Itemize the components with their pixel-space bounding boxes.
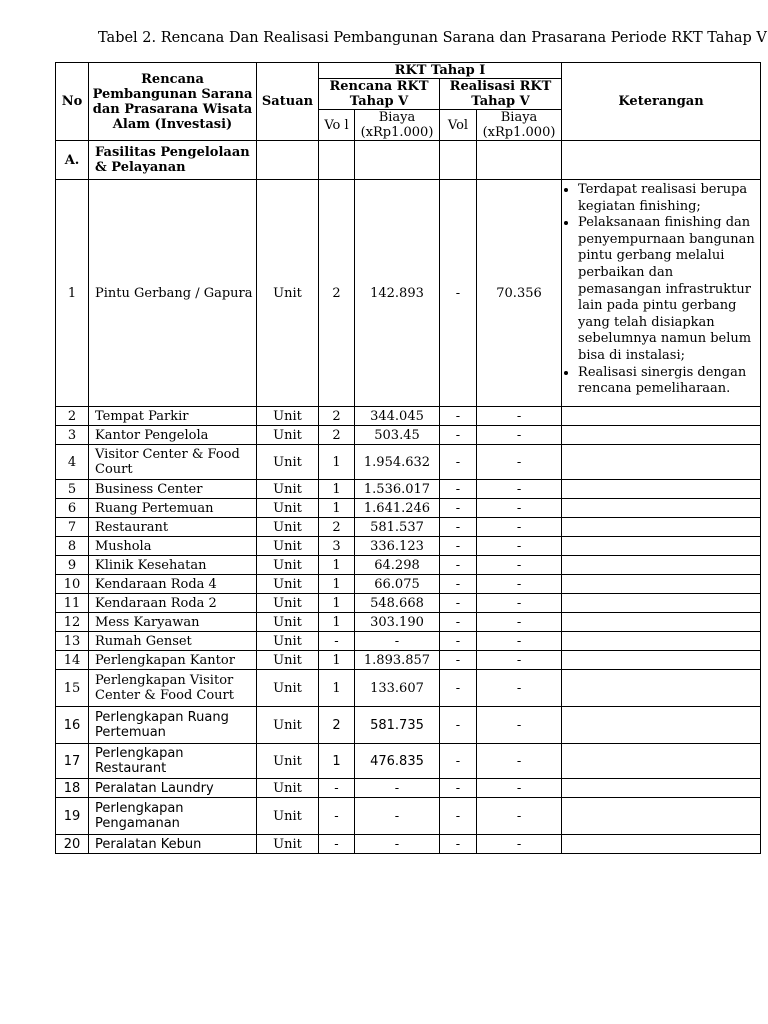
row-name: Perlengkapan Pengamanan: [89, 798, 257, 835]
row-vol: 1: [319, 594, 355, 613]
table-row: [56, 445, 761, 480]
row-name: Kendaraan Roda 4: [89, 575, 257, 594]
row-biaya-realisasi: -: [477, 835, 562, 854]
row-satuan: Unit: [257, 670, 319, 707]
row-vol: 2: [319, 407, 355, 426]
row-vol: 1: [319, 480, 355, 499]
row-name: Business Center: [89, 480, 257, 499]
row-vol-realisasi: -: [440, 707, 477, 744]
row-vol-realisasi: -: [440, 651, 477, 670]
row-biaya: 1.954.632: [355, 445, 440, 480]
row-no: 14: [56, 651, 89, 670]
row-satuan: Unit: [257, 556, 319, 575]
row-no: 2: [56, 407, 89, 426]
row-satuan: Unit: [257, 537, 319, 556]
row-biaya-realisasi: -: [477, 480, 562, 499]
row-name: Mess Karyawan: [89, 613, 257, 632]
row-vol: 1: [319, 651, 355, 670]
row-vol-realisasi: -: [440, 426, 477, 445]
row-biaya: 581.537: [355, 518, 440, 537]
row-name: Visitor Center & Food Court: [89, 445, 257, 480]
table-row: [56, 499, 761, 518]
row-vol-realisasi: -: [440, 556, 477, 575]
row-vol-realisasi: -: [440, 445, 477, 480]
row-satuan: Unit: [257, 651, 319, 670]
row-vol: 1: [319, 670, 355, 707]
row-vol: -: [319, 779, 355, 798]
row-satuan: Unit: [257, 798, 319, 835]
header-rkt-tahap: RKT Tahap I: [319, 63, 562, 79]
row-satuan: Unit: [257, 779, 319, 798]
row-biaya: -: [355, 835, 440, 854]
row-vol: 2: [319, 426, 355, 445]
row-satuan: Unit: [257, 499, 319, 518]
table-row: [56, 835, 761, 854]
header-no: No: [56, 63, 89, 141]
row-satuan: Unit: [257, 613, 319, 632]
row-biaya: 581.735: [355, 707, 440, 744]
row-biaya-realisasi: -: [477, 594, 562, 613]
row-biaya-realisasi: -: [477, 798, 562, 835]
row-name: Klinik Kesehatan: [89, 556, 257, 575]
row-no: 10: [56, 575, 89, 594]
table-caption: Tabel 2. Rencana Dan Realisasi Pembangunan Sarana dan Prasarana Periode RKT Tahap V: [98, 30, 767, 46]
row-biaya: 1.536.017: [355, 480, 440, 499]
row-keterangan: [562, 744, 761, 779]
table-row: [56, 180, 761, 407]
row-vol: 1: [319, 499, 355, 518]
table-row: [56, 651, 761, 670]
row-keterangan: [562, 407, 761, 426]
row-satuan: Unit: [257, 835, 319, 854]
row-biaya: 66.075: [355, 575, 440, 594]
row-keterangan: [562, 518, 761, 537]
row-keterangan: [562, 632, 761, 651]
row-satuan: Unit: [257, 707, 319, 744]
row-biaya-realisasi: 70.356: [477, 180, 562, 407]
row-vol-realisasi: -: [440, 480, 477, 499]
header-rencana-rkt: Rencana RKT Tahap V: [319, 79, 440, 110]
header-biaya-realisasi: Biaya (xRp1.000): [477, 110, 562, 141]
row-keterangan: [562, 180, 761, 407]
row-name: Perlengkapan Ruang Pertemuan: [89, 707, 257, 744]
row-keterangan: [562, 426, 761, 445]
row-no: 6: [56, 499, 89, 518]
row-name: Perlengkapan Restaurant: [89, 744, 257, 779]
row-biaya-realisasi: -: [477, 445, 562, 480]
row-biaya-realisasi: -: [477, 613, 562, 632]
row-keterangan: [562, 445, 761, 480]
keterangan-item: • Terdapat realisasi berupa kegiatan finishing;: [578, 182, 758, 215]
row-vol: -: [319, 835, 355, 854]
row-vol-realisasi: -: [440, 744, 477, 779]
row-vol: 1: [319, 613, 355, 632]
row-biaya: 142.893: [355, 180, 440, 407]
header-rencana-pembangunan: Rencana Pembangunan Sarana dan Prasarana Wisata Alam (Investasi): [89, 63, 257, 141]
row-biaya-realisasi: -: [477, 779, 562, 798]
row-vol-realisasi: -: [440, 180, 477, 407]
row-name: Restaurant: [89, 518, 257, 537]
table-row: [56, 426, 761, 445]
row-name: Peralatan Laundry: [89, 779, 257, 798]
row-biaya-realisasi: -: [477, 518, 562, 537]
section-no: A.: [56, 141, 89, 180]
row-vol-realisasi: -: [440, 835, 477, 854]
table-row: [56, 407, 761, 426]
row-name: Rumah Genset: [89, 632, 257, 651]
row-vol-realisasi: -: [440, 670, 477, 707]
row-biaya-realisasi: -: [477, 407, 562, 426]
table-row: [56, 594, 761, 613]
row-satuan: Unit: [257, 445, 319, 480]
row-biaya-realisasi: -: [477, 651, 562, 670]
row-vol-realisasi: -: [440, 613, 477, 632]
row-keterangan: [562, 594, 761, 613]
row-vol: 1: [319, 556, 355, 575]
row-keterangan: [562, 537, 761, 556]
row-vol-realisasi: -: [440, 518, 477, 537]
row-biaya-realisasi: -: [477, 556, 562, 575]
row-keterangan: [562, 556, 761, 575]
row-vol-realisasi: -: [440, 594, 477, 613]
row-no: 8: [56, 537, 89, 556]
row-biaya: 344.045: [355, 407, 440, 426]
row-keterangan: [562, 835, 761, 854]
row-no: 9: [56, 556, 89, 575]
row-vol: 2: [319, 518, 355, 537]
keterangan-list: [564, 182, 758, 398]
row-keterangan: [562, 670, 761, 707]
table-row: [56, 744, 761, 779]
row-vol-realisasi: -: [440, 499, 477, 518]
row-biaya: 476.835: [355, 744, 440, 779]
header-realisasi-rkt: Realisasi RKT Tahap V: [440, 79, 562, 110]
row-biaya-realisasi: -: [477, 537, 562, 556]
header-vol-realisasi: Vol: [440, 110, 477, 141]
rkt-table: [55, 62, 761, 854]
row-no: 19: [56, 798, 89, 835]
row-satuan: Unit: [257, 575, 319, 594]
row-vol-realisasi: -: [440, 798, 477, 835]
row-no: 11: [56, 594, 89, 613]
row-no: 3: [56, 426, 89, 445]
row-name: Kantor Pengelola: [89, 426, 257, 445]
row-keterangan: [562, 707, 761, 744]
row-keterangan: [562, 575, 761, 594]
row-name: Kendaraan Roda 2: [89, 594, 257, 613]
row-vol: 3: [319, 537, 355, 556]
row-biaya-realisasi: -: [477, 744, 562, 779]
section-row: [56, 141, 761, 180]
header-biaya-rencana: Biaya (xRp1.000): [355, 110, 440, 141]
row-name: Tempat Parkir: [89, 407, 257, 426]
table-row: [56, 798, 761, 835]
row-vol: 2: [319, 707, 355, 744]
row-keterangan: [562, 798, 761, 835]
row-vol: 2: [319, 180, 355, 407]
row-no: 15: [56, 670, 89, 707]
row-keterangan: [562, 499, 761, 518]
row-satuan: Unit: [257, 632, 319, 651]
row-biaya: 1.641.246: [355, 499, 440, 518]
row-biaya-realisasi: -: [477, 575, 562, 594]
row-biaya: -: [355, 632, 440, 651]
row-vol: -: [319, 632, 355, 651]
row-no: 7: [56, 518, 89, 537]
row-biaya-realisasi: -: [477, 426, 562, 445]
row-biaya: -: [355, 798, 440, 835]
row-satuan: Unit: [257, 744, 319, 779]
row-name: Peralatan Kebun: [89, 835, 257, 854]
row-no: 17: [56, 744, 89, 779]
row-biaya: 64.298: [355, 556, 440, 575]
row-satuan: Unit: [257, 180, 319, 407]
row-biaya: 303.190: [355, 613, 440, 632]
row-no: 16: [56, 707, 89, 744]
row-no: 13: [56, 632, 89, 651]
row-vol-realisasi: -: [440, 779, 477, 798]
row-biaya-realisasi: -: [477, 707, 562, 744]
header-vol-rencana: Vo l: [319, 110, 355, 141]
table-row: [56, 480, 761, 499]
row-keterangan: [562, 779, 761, 798]
row-vol-realisasi: -: [440, 537, 477, 556]
row-no: 1: [56, 180, 89, 407]
row-name: Perlengkapan Visitor Center & Food Court: [89, 670, 257, 707]
row-name: Pintu Gerbang / Gapura: [89, 180, 257, 407]
row-vol-realisasi: -: [440, 575, 477, 594]
row-vol: 1: [319, 575, 355, 594]
keterangan-item: • Pelaksanaan finishing dan penyempurnaan bangunan pintu gerbang melalui perbaikan dan pemasangan infrastruktur lain pada pintu gerbang yang telah disiapkan sebelumnya namun belum bisa di instalasi;: [578, 215, 758, 364]
table-row: [56, 575, 761, 594]
row-biaya: -: [355, 779, 440, 798]
row-satuan: Unit: [257, 480, 319, 499]
row-no: 4: [56, 445, 89, 480]
table-row: [56, 613, 761, 632]
row-name: Ruang Pertemuan: [89, 499, 257, 518]
table-row: [56, 670, 761, 707]
row-keterangan: [562, 480, 761, 499]
row-vol: 1: [319, 744, 355, 779]
row-satuan: Unit: [257, 426, 319, 445]
row-satuan: Unit: [257, 407, 319, 426]
table-row: [56, 632, 761, 651]
row-vol: -: [319, 798, 355, 835]
row-no: 12: [56, 613, 89, 632]
row-vol-realisasi: -: [440, 407, 477, 426]
section-title: Fasilitas Pengelolaan & Pelayanan: [89, 141, 257, 180]
row-biaya: 336.123: [355, 537, 440, 556]
row-biaya: 133.607: [355, 670, 440, 707]
table-row: [56, 537, 761, 556]
row-biaya-realisasi: -: [477, 499, 562, 518]
table-row: [56, 556, 761, 575]
row-keterangan: [562, 651, 761, 670]
row-no: 18: [56, 779, 89, 798]
row-biaya-realisasi: -: [477, 670, 562, 707]
row-satuan: Unit: [257, 594, 319, 613]
row-biaya-realisasi: -: [477, 632, 562, 651]
table-row: [56, 779, 761, 798]
header-keterangan: Keterangan: [562, 63, 761, 141]
row-vol: 1: [319, 445, 355, 480]
row-no: 5: [56, 480, 89, 499]
row-no: 20: [56, 835, 89, 854]
row-biaya: 1.893.857: [355, 651, 440, 670]
keterangan-item: • Realisasi sinergis dengan rencana pemeliharaan.: [578, 365, 758, 398]
table-row: [56, 707, 761, 744]
header-satuan: Satuan: [257, 63, 319, 141]
row-vol-realisasi: -: [440, 632, 477, 651]
row-keterangan: [562, 613, 761, 632]
row-satuan: Unit: [257, 518, 319, 537]
table-row: [56, 518, 761, 537]
row-name: Perlengkapan Kantor: [89, 651, 257, 670]
row-name: Mushola: [89, 537, 257, 556]
row-biaya: 503.45: [355, 426, 440, 445]
row-biaya: 548.668: [355, 594, 440, 613]
